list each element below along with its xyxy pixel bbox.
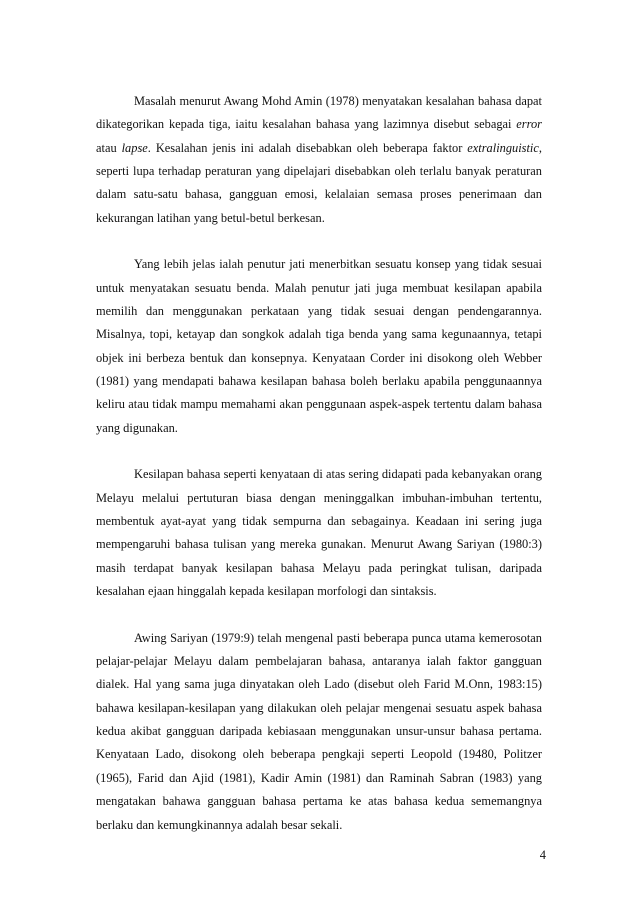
text-run: Kesilapan bahasa seperti kenyataan di atas sering didapati pada kebanyakan orang Melayu melalui pertuturan biasa dengan meninggalkan imbuhan-imbuhan tertentu, membentuk ayat-ayat yang tidak sempurna dan sebagainya. Keadaan ini sering juga mempengaruhi bahasa tulisan yang mereka gunakan. Menurut Awang Sariyan (1980:3) masih terdapat banyak kesilapan bahasa Melayu pada peringkat tulisan, daripada kesalahan ejaan hinggalah kepada kesilapan morfologi dan sintaksis. (96, 467, 542, 599)
text-run: , seperti lupa terhadap peraturan yang dipelajari disebabkan oleh terlalu banyak peraturan dalam satu-satu bahasa, gangguan emosi, kelalaian semasa proses penerimaan dan kekurangan latihan yang betul-betul berkesan. (96, 140, 542, 225)
text-run: . Kesalahan jenis ini adalah disebabkan oleh beberapa faktor (147, 140, 468, 155)
paragraph-1 (96, 90, 542, 230)
text-run: Masalah menurut Awang Mohd Amin (1978) menyatakan kesalahan bahasa dapat dikategorikan kepada tiga, iaitu kesalahan bahasa yang lazimnya disebut sebagai (96, 94, 542, 132)
italic-term: extralinguistic (467, 140, 539, 155)
body-text (96, 90, 542, 860)
text-run: atau (96, 140, 122, 155)
italic-term: error (516, 117, 542, 132)
paragraph-4 (96, 627, 542, 837)
page-number: 4 (539, 848, 546, 862)
text-run: Awing Sariyan (1979:9) telah mengenal pasti beberapa punca utama kemerosotan pelajar-pelajar Melayu dalam pembelajaran bahasa, antaranya ialah faktor gangguan dialek. Hal yang sama juga dinyatakan oleh Lado (disebut oleh Farid M.Onn, 1983:15) bahawa kesilapan-kesilapan yang dilakukan oleh pelajar mengenai sesuatu aspek bahasa kedua akibat gangguan daripada kebiasaan menggunakan unsur-unsur bahasa pertama. Kenyataan Lado, disokong oleh beberapa pengkaji seperti Leopold (19480, Politzer (1965), Farid dan Ajid (1981), Kadir Amin (1981) dan Raminah Sabran (1983) yang mengatakan bahawa gangguan bahasa pertama ke atas bahasa kedua sememangnya berlaku dan kemungkinannya adalah besar sekali. (96, 630, 542, 832)
text-run: Yang lebih jelas ialah penutur jati menerbitkan sesuatu konsep yang tidak sesuai untuk menyatakan sesuatu benda. Malah penutur jati juga membuat kesilapan apabila memilih dan menggunakan perkataan yang tidak sesuai dengan pendengarannya. Misalnya, topi, ketayap dan songkok adalah tiga benda yang sama kegunaannya, tetapi objek ini berbeza bentuk dan konsepnya. Kenyataan Corder ini disokong oleh Webber (1981) yang mendapati bahawa kesilapan bahasa boleh berlaku apabila penggunaannya keliru atau tidak mampu memahami akan penggunaan aspek-aspek tertentu dalam bahasa yang digunakan. (96, 257, 542, 435)
paragraph-2 (96, 253, 542, 440)
italic-term: lapse (121, 140, 148, 155)
paragraph-3 (96, 463, 542, 603)
